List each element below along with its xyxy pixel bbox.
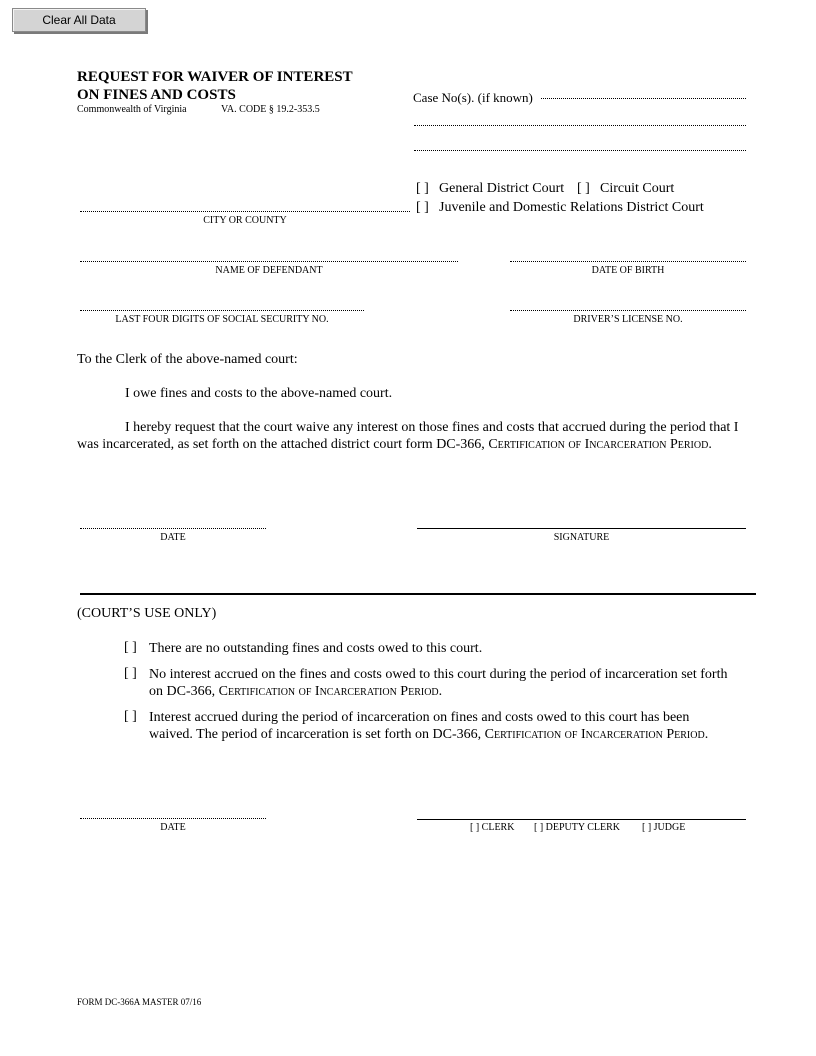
- deputy-clerk-option[interactable]: [ ] DEPUTY CLERK: [534, 822, 621, 833]
- form-title-line1: REQUEST FOR WAIVER OF INTEREST: [77, 69, 353, 85]
- owe-statement: I owe fines and costs to the above-named court.: [125, 386, 393, 401]
- request-statement: I hereby request that the court waive any interest on those fines and costs that accrued during the period that I was incarcerated, as set forth on the attached district court form DC-366, Certification of Incarceration Period.: [77, 420, 739, 452]
- no-outstanding-text: There are no outstanding fines and costs owed to this court.: [149, 641, 483, 656]
- defendant-name-label: NAME OF DEFENDANT: [215, 265, 323, 276]
- commonwealth-label: Commonwealth of Virginia: [77, 104, 187, 115]
- ssn-last-four-label: LAST FOUR DIGITS OF SOCIAL SECURITY NO.: [115, 314, 329, 325]
- case-number-field-3[interactable]: [414, 150, 746, 151]
- form-number: FORM DC-366A MASTER 07/16: [77, 997, 202, 1007]
- signature-field[interactable]: [417, 528, 746, 529]
- drivers-license-field[interactable]: [510, 310, 746, 311]
- circuit-court-checkbox[interactable]: [ ]: [577, 181, 590, 196]
- circuit-court-label: Circuit Court: [600, 181, 675, 196]
- interest-waived-text: Interest accrued during the period of incarceration on fines and costs owed to this court has been waived. The period of incarceration is set forth on DC-366, Certification of Incarceration Period.: [149, 710, 709, 742]
- city-county-label: CITY OR COUNTY: [203, 215, 287, 226]
- general-district-checkbox[interactable]: [ ]: [416, 181, 429, 196]
- court-use-heading: (COURT’S USE ONLY): [77, 606, 217, 621]
- drivers-license-label: DRIVER’S LICENSE NO.: [573, 314, 683, 325]
- juvenile-court-checkbox[interactable]: [ ]: [416, 200, 429, 215]
- clerk-option[interactable]: [ ] CLERK: [470, 822, 515, 833]
- no-outstanding-checkbox[interactable]: [ ]: [124, 640, 137, 655]
- date-field[interactable]: [80, 528, 266, 529]
- ssn-last-four-field[interactable]: [80, 310, 364, 311]
- case-number-label: Case No(s). (if known): [413, 90, 533, 105]
- defendant-name-field[interactable]: [80, 261, 458, 262]
- clear-all-data-button[interactable]: Clear All Data: [12, 8, 146, 32]
- no-interest-checkbox[interactable]: [ ]: [124, 666, 137, 681]
- dc366-title: Certification of Incarceration Period: [488, 437, 709, 452]
- general-district-label: General District Court: [439, 181, 565, 196]
- court-date-label: DATE: [160, 822, 186, 833]
- signature-label: SIGNATURE: [553, 532, 610, 543]
- no-interest-text: No interest accrued on the fines and costs owed to this court during the period of incarceration set forth on DC-366, Certification of Incarceration Period.: [149, 667, 728, 699]
- date-of-birth-label: DATE OF BIRTH: [591, 265, 665, 276]
- salutation: To the Clerk of the above-named court:: [77, 352, 298, 367]
- juvenile-court-label: Juvenile and Domestic Relations District Court: [439, 200, 704, 215]
- clerk-signature-field[interactable]: [417, 819, 746, 820]
- va-code-label: VA. CODE § 19.2-353.5: [221, 104, 320, 115]
- case-number-field-2[interactable]: [414, 125, 746, 126]
- section-divider: [80, 593, 756, 595]
- interest-waived-checkbox[interactable]: [ ]: [124, 709, 137, 724]
- judge-option[interactable]: [ ] JUDGE: [642, 822, 686, 833]
- city-county-field[interactable]: [80, 211, 410, 212]
- court-date-field[interactable]: [80, 818, 266, 819]
- date-of-birth-field[interactable]: [510, 261, 746, 262]
- date-label: DATE: [160, 532, 186, 543]
- form-title-line2: ON FINES AND COSTS: [77, 87, 236, 103]
- case-number-field-1[interactable]: [541, 98, 746, 99]
